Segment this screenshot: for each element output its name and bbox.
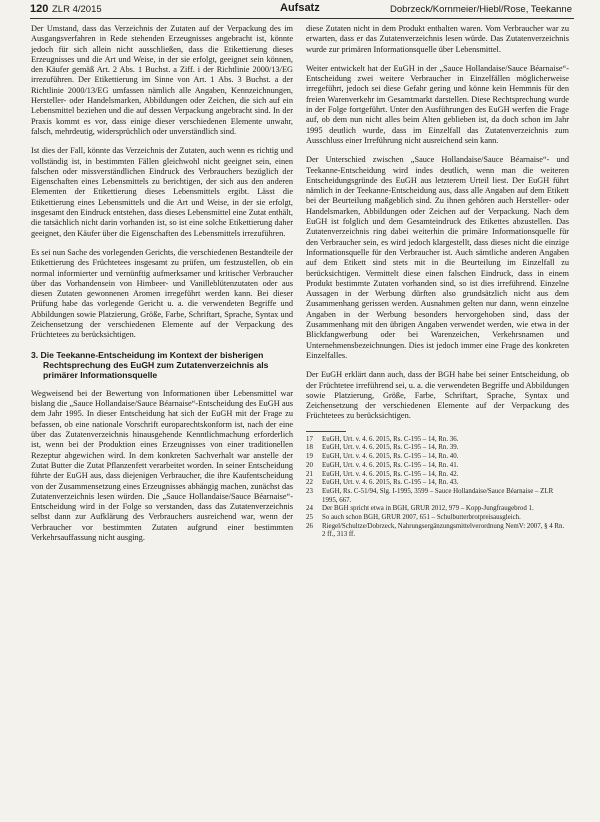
footnote <box>306 462 569 471</box>
footnote <box>306 436 569 445</box>
page-number: 120 <box>30 3 49 15</box>
running-author: Dobrzeck/Kornmeier/Hiebl/Rose, Teekanne <box>390 4 572 15</box>
footnote-number: 17 <box>306 435 313 443</box>
footnote-list <box>306 436 569 540</box>
footnote-number: 25 <box>306 514 313 522</box>
page-header <box>30 2 576 18</box>
paragraph: Wegweisend bei der Bewertung von Informationen über Lebensmittel war bislang die „Sauce Hollandaise/Sauce Béarnaise“-Entscheidung des EuGH aus dem Jahr 1995. In dieser Entscheidung hat sich der EuGH mit der Frage zu befassen, ob eine nationale Vorschrift europarechtskonform ist, nach der eine über das Zutatenverzeichnis hinausgehende Kenntlichmachung erforderlich ist, wenn bei der Produktion eines Erzeugnisses von einer traditionellen Rezeptur abgewichen wird. In dem konkreten Sachverhalt war anstelle der Zutat Butter die Zutat Pflanzenfett verarbeitet worden. In seiner Entscheidung führte der EuGH aus, dass diejenigen Verbraucher, die ihre Kaufentscheidung von der Zusammensetzung eines Erzeugnisses abhängig machen, zunächst das Zutatenverzeichnis lesen würden. Die „Sauce Hollandaise/Sauce Béarnaise“-Entscheidung wird in der Folge so verstanden, dass das Zutatenverzeichnis selbst dann zur Aufklärung des Verbrauchers ausreichend war, wenn der Verbraucher vor bestimmten Zutaten aufgrund einer bestimmten Verkehrsauffassung nicht ausging. <box>31 388 293 542</box>
footnote <box>306 488 569 505</box>
footnote-number: 24 <box>306 505 313 513</box>
footnote-text: EuGH, Urt. v. 4. 6. 2015, Rs. C-195 – 14, Rn. 41. <box>322 461 459 469</box>
header-rule <box>30 18 574 19</box>
paragraph: Der Unterschied zwischen „Sauce Hollandaise/Sauce Béarnaise“- und Teekanne-Entscheidung wird indes deutlich, wenn man die weiteren Entscheidungsgründe des EuGH aus letzterem Urteil liest. Der EuGH führt nämlich in der Teekanne-Entscheidung aus, dass alle Angaben auf dem Etikett bei der Beurteilung maßgeblich sind. Zu ihnen gehören auch Hersteller- oder Handelsmarken, Abbildungen oder Zeichen auf der Verpackung. Nach dem EuGH ist folglich und dem Gesamteindruck des Etikettes abzustellen. Das Zutatenverzeichnis ring dabei weiterhin die primäre Informationsquelle für den Verbraucher sein, es wird jedoch klargestellt, dass dieses nicht die einzige Informationsquelle für den Verbraucher ist. Auch sämtliche anderen Angaben auf dem Etikett sind stets mit in die Beurteilung im Einzelfall zu berücksichtigen. Vermittelt diese einen falschen Eindruck, dass in einem Produkt bestimmte Zutaten vorhanden sind, so ist dies irreführend. Einzelne Aussagen in der Werbung dürften also grundsätzlich nicht aus dem Zusammenhang gerissen werden. Ausnahmen gelten nur dann, wenn einzelne Angaben in der Werbung besonders hervorgehoben sind, dass der Zusammenhang mit den übrigen Angaben verwendet werden, wie etwa in der Blickfangwerbung oder bei Warenzeichen, Verkehrsnamen und Unternehmensbezeichnungen. Dies ist jedoch immer eine Frage des konkreten Einzelfalles. <box>306 155 569 360</box>
footnote <box>306 479 569 488</box>
footnote-number: 22 <box>306 479 313 487</box>
footnote-text: Der BGH spricht etwa in BGH, GRUR 2012, 979 – Kopp-Jungfraugebrod 1. <box>322 505 534 513</box>
footnote-number: 19 <box>306 453 313 461</box>
footnote-number: 18 <box>306 444 313 452</box>
footnote-text: EuGH, Urt. v. 4. 6. 2015, Rs. C-195 – 14, Rn. 43. <box>322 479 459 487</box>
footnote-number: 23 <box>306 487 313 495</box>
section-heading: 3. Die Teekanne-Entscheidung im Kontext der bisherigen Rechtsprechung des EuGH zum Zutatenverzeichnis als primärer Informationsquelle <box>31 349 269 381</box>
paragraph: Es sei nun Sache des vorlegenden Gerichts, die verschiedenen Bestandteile der Etikettierung des Früchtetees insgesamt zu prüfen, um festzustellen, ob ein normal informierter und vernünftig aufmerksamer und kritischer Verbraucher über das Vorhandensein von Himbeer- und Vanilleblütenzutaten oder aus diesen Zutaten gewonnenen Aromen irregeführt werden kann. Bei dieser Prüfung habe das vorlegende Gericht u. a. die verwendeten Begriffe und Abbildungen sowie Platzierung, Größe, Farbe, Schriftart, Sprache, Syntax und Zeichensetzung der verschiedenen Elemente auf der Verpackung des Früchtetees zu berücksichtigen. <box>31 247 293 340</box>
paragraph: Weiter entwickelt hat der EuGH in der „Sauce Hollandaise/Sauce Béarnaise“-Entscheidung zwei weitere Verbraucher in Einzelfällen möglicherweise irregeführt, jedoch sei diese Gefahr gering und könne kein Hemmnis für den freien Warenverkehr im Gesamtmarkt darstellen. Diese Rechtsprechung wurde in der Folge fortgeführt. Unter den Ausführungen des EuGH werfen die Frage auf, ob dem nun nicht alles beim Alten geblieben ist, da doch schon im Jahr 1995 deutlich wurde, dass im Einzelfall das Zutatenverzeichnis zum Ausschluss einer Irreführung nicht ausreichend sein kann. <box>306 63 569 145</box>
paragraph: Der Umstand, dass das Verzeichnis der Zutaten auf der Verpackung des im Ausgangsverfahren in Rede stehenden Erzeugnisses angebracht ist, könnte jedoch für sich allein nicht ausschließen, dass die Etikettierung dieses Erzeugnisses und die Art und Weise, in der sie erfolgt, geeignet sein können, den Käufer gemäß Art. 2 Abs. 1 Buchst. a Ziff. i der Richtlinie 2000/13/EG irrezuführen. Der Etikettierung im Sinne von Art. 1 Abs. 3 Buchst. a der Richtlinie 2000/13/EG umfassen nämlich alle Angaben, Kennzeichnungen, Hersteller- oder Handelsmarken, Abbildungen oder Zeichen, die sich auf ein Lebensmittel beziehen und die auf dessen Verpackung angebracht sind. In der Praxis kommt es vor, dass einige dieser verschiedenen Elemente unwahr, falsch, mehrdeutig, widersprüchlich oder unverständlich sind. <box>31 24 293 136</box>
footnote <box>306 453 569 462</box>
footnote <box>306 505 569 514</box>
footnote-text: EuGH, Urt. v. 4. 6. 2015, Rs. C-195 – 14, Rn. 36. <box>322 435 459 443</box>
footnote-number: 26 <box>306 522 313 530</box>
footnote <box>306 523 569 540</box>
footnote-text: EuGH, Urt. v. 4. 6. 2015, Rs. C-195 – 14, Rn. 42. <box>322 470 459 478</box>
right-column <box>306 24 569 540</box>
footnote <box>306 471 569 480</box>
footnote-rule <box>306 431 346 432</box>
footnote-number: 20 <box>306 461 313 469</box>
footnote <box>306 444 569 453</box>
footnote-text: Riegel/Schultze/Dobrzeck, Nahrungsergänzungsmittelverordnung NemV: 2007, § 4 Rn. 2 ff., 313 ff. <box>322 522 565 539</box>
section-title: Aufsatz <box>280 2 320 14</box>
footnote <box>306 514 569 523</box>
footnote-text: EuGH, Urt. v. 4. 6. 2015, Rs. C-195 – 14, Rn. 39. <box>322 444 459 452</box>
paragraph: Der EuGH erklärt dann auch, dass der BGH habe bei seiner Entscheidung, ob der Früchtetee irreführend sei, u. a. die verwendeten Begriffe und Abbildungen sowie Platzierung, Größe, Farbe, Schriftart, Sprache, Syntax und Zeichensetzung der verschiedenen Elemente auf der Verpackung des Früchtetees zu berücksichtigen. <box>306 370 569 421</box>
footnote-number: 21 <box>306 470 313 478</box>
footnote-text: EuGH, Rs. C-51/94, Slg. I-1995, 3599 – Sauce Hollandaise/Sauce Béarnaise – ZLR 1995, 667. <box>322 487 554 504</box>
paragraph: Ist dies der Fall, könnte das Verzeichnis der Zutaten, auch wenn es richtig und vollständig ist, in bestimmten Fällen gleichwohl nicht geeignet sein, einen falschen oder missverständlichen Eindruck des Verbrauchers bezüglich der Eigenschaften eines Lebensmittels zu berichtigen, der sich aus den anderen Elementen der Etikettierung dieses Lebensmittels ergibt. Lässt die Etikettierung eines Lebensmittels und die Art und Weise, in der sie erfolgt, insgesamt den Eindruck entstehen, dass dieses Lebensmittel eine Zutat enthält, die tatsächlich nicht darin vorhanden ist, so ist eine solche Etikettierung daher geeignet, den Käufer über die Eigenschaften des Lebensmittels irrezuführen. <box>31 146 293 238</box>
footnote-text: EuGH, Urt. v. 4. 6. 2015, Rs. C-195 – 14, Rn. 40. <box>322 453 459 461</box>
footnote-text: So auch schon BGH, GRUR 2007, 651 – Schulbutterbrotpreisausgleich. <box>322 514 521 522</box>
journal-issue: ZLR 4/2015 <box>52 4 102 15</box>
left-column <box>31 24 293 552</box>
paragraph: diese Zutaten nicht in dem Produkt enthalten waren. Vom Verbraucher war zu erwarten, dass er das Zutatenverzeichnis lesen würde. Das Zutatenverzeichnis wurde zur primären Informationsquelle über Lebensmittel. <box>306 24 569 54</box>
